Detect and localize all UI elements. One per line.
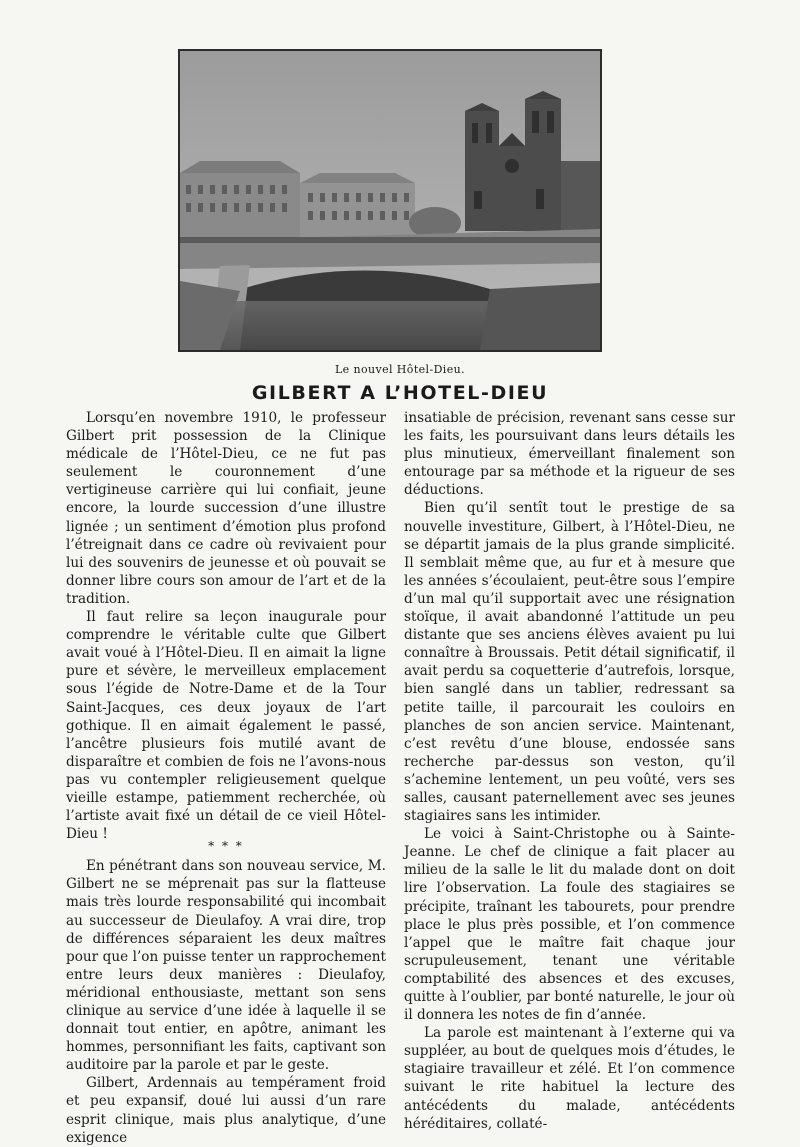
photo-caption: Le nouvel Hôtel-Dieu. [334, 363, 466, 376]
paragraph: Bien qu’il sentît tout le prestige de sa nouvelle investiture, Gilbert, à l’Hôtel-Dieu, ne se départit jamais de la plus grande simplicité. Il semblait même que, au fur et à mesure que les années s’écoulaient, peut-être sous l’empire d’un mal qu’il supportait avec une résignation stoïque, il avait abandonné l’attitude un peu distante que ses anciens élèves avaient pu lui connaître à Broussais. Petit détail significatif, il avait perdu sa coquetterie d’autrefois, lorsque, bien sanglé dans un tablier, redressant sa petite taille, il parcourait les couloirs en planches de son ancien service. Maintenant, c’est revêtu d’une blouse, endossée sans recherche par-dessus son veston, qu’il s’achemine lentement, un peu voûté, vers ses salles, causant paternellement avec ses jeunes stagiaires sans les intimider. [404, 500, 735, 825]
hospital-buildings [180, 161, 415, 243]
paragraph: Gilbert, Ardennais au tempérament froid et peu expansif, doué lui aussi d’un rare esprit clinique, mais plus analytique, d’une exigence [66, 1075, 386, 1146]
paragraph: Lorsqu’en novembre 1910, le professeur Gilbert prit possession de la Clinique médicale de l’Hôtel-Dieu, ce ne fut pas seulement le couronnement d’une vertigineuse carrière qui lui confiait, jeune encore, la lourde succession d’une illustre lignée ; un sentiment d’émotion plus profond l’étreignait dans ce cadre où revivaient pour lui des souvenirs de jeunesse et où pouvait se donner libre cours son amour de l’art et de la tradition. [66, 410, 386, 607]
left-column [66, 409, 386, 1147]
hotel-dieu-photograph [178, 49, 602, 352]
right-column [404, 409, 735, 1133]
article-title: GILBERT A L’HOTEL-DIEU [251, 382, 549, 404]
paragraph: En pénétrant dans son nouveau service, M. Gilbert ne se méprenait pas sur la flatteuse mais très lourde responsabilité qui incombait au successeur de Dieulafoy. A vrai dire, trop de différences séparaient les deux maîtres pour que l’on puisse tenter un rapprochement entre leurs deux manières : Dieulafoy, méridional enthousiaste, mettant son sens clinique au service d’une idée à laquelle il se donnait tout entier, en apôtre, animant les hommes, personnifiant les faits, captivant son auditoire par la parole et par le geste. [66, 858, 386, 1074]
paragraph: La parole est maintenant à l’externe qui va suppléer, au bout de quelques mois d’études, le stagiaire travailleur et zélé. Et l’on commence suivant le rite habituel la lecture des antécédents du malade, antécédents héréditaires, collaté- [404, 1025, 735, 1132]
paragraph: insatiable de précision, revenant sans cesse sur les faits, les poursuivant dans leurs détails les plus minutieux, émerveillant finalement son entourage par sa méthode et la rigueur de ses déductions. [404, 410, 735, 499]
photo-illustration [180, 51, 600, 350]
paragraph: Il faut relire sa leçon inaugurale pour comprendre le véritable culte que Gilbert avait voué à l’Hôtel-Dieu. Il en aimait la ligne pure et sévère, le merveilleux emplacement sous l’égide de Notre-Dame et de la Tour Saint-Jacques, ces deux joyaux de l’art gothique. Il en aimait également le passé, l’ancêtre plusieurs fois mutilé avant de disparaître et combien de fois ne l’avons-nous pas vu contempler religieusement quelque vieille estampe, patiemment recherchée, où l’artiste avait fixé un détail de ce vieil Hôtel-Dieu ! [66, 609, 386, 843]
section-separator: * * * [208, 839, 244, 854]
paragraph: Le voici à Saint-Christophe ou à Sainte-Jeanne. Le chef de clinique a fait placer au milieu de la salle le lit du malade dont on doit lire l’observation. La foule des stagiaires se précipite, traînant les tabourets, pour prendre place le plus près possible, et l’on commence l’appel que le maître fait chaque jour scrupuleusement, tenant une véritable comptabilité des absences et des excuses, quitte à l’oublier, par bonté naturelle, le jour où il donnera les notes de fin d’année. [404, 826, 735, 1024]
